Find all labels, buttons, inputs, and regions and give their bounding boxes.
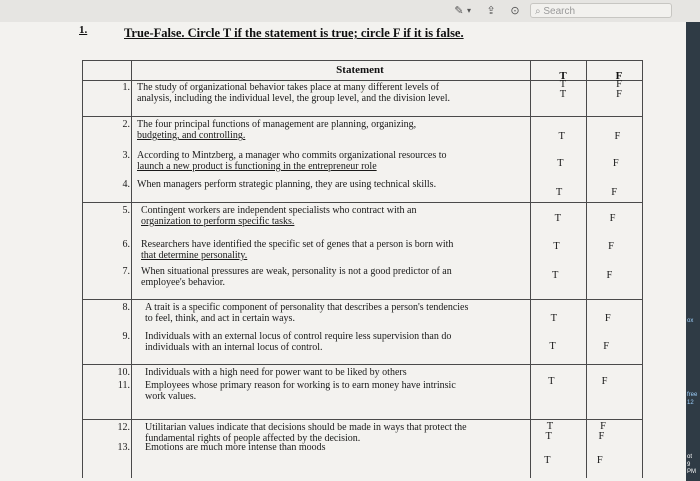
statement-text: Individuals with an external locus of control require less supervision than do bbox=[145, 331, 452, 342]
grid-left-border bbox=[82, 60, 83, 478]
row-number: 7. bbox=[122, 266, 130, 277]
true-option[interactable]: T bbox=[551, 270, 559, 281]
markup-icon[interactable]: ⊙ bbox=[510, 4, 520, 17]
row-separator bbox=[82, 419, 642, 420]
search-placeholder: Search bbox=[543, 6, 576, 17]
pen-icon[interactable]: ✎ bbox=[454, 4, 464, 17]
statement-text: According to Mintzberg, a manager who commits organizational resources to bbox=[137, 150, 447, 161]
column-header-true: T bbox=[559, 70, 567, 82]
false-option[interactable]: F bbox=[614, 131, 621, 142]
strip-text-top: ox bbox=[687, 318, 694, 324]
strip-text-ampm: 9 PM bbox=[687, 462, 696, 475]
row-separator bbox=[82, 116, 642, 117]
statement-text: to feel, think, and act in certain ways. bbox=[145, 313, 295, 324]
statement-text: budgeting, and controlling. bbox=[137, 130, 246, 141]
statement-text: When managers perform strategic planning, they are using technical skills. bbox=[137, 179, 437, 190]
strip-text-time: ot bbox=[687, 454, 693, 460]
row-number: 10. bbox=[117, 367, 130, 378]
statement-text: fundamental rights of people affected by the decision. bbox=[145, 433, 361, 444]
statement-text: Employees whose primary reason for working is to earn money have intrinsic bbox=[145, 380, 456, 391]
statement-text: individuals with an internal locus of control. bbox=[145, 342, 323, 353]
statement-text: When situational pressures are weak, personality is not a good predictor of an bbox=[141, 266, 452, 277]
question-number: 1. bbox=[79, 24, 88, 36]
grid-statement-divider bbox=[530, 60, 531, 478]
false-option[interactable]: F bbox=[598, 431, 605, 442]
grid-right-border bbox=[642, 60, 643, 478]
search-icon: ⌕ bbox=[535, 6, 541, 17]
false-option[interactable]: F bbox=[603, 341, 610, 352]
statement-text: Individuals with a high need for power want to be liked by others bbox=[145, 367, 407, 378]
statement-text: work values. bbox=[145, 391, 197, 402]
statement-text: A trait is a specific component of personality that describes a person's tendencies bbox=[145, 302, 469, 313]
statement-text: Researchers have identified the specific set of genes that a person is born with bbox=[141, 239, 454, 250]
row-number: 9. bbox=[122, 331, 130, 342]
false-option[interactable]: F bbox=[600, 421, 606, 432]
column-header-statement: Statement bbox=[336, 64, 384, 76]
false-option[interactable]: F bbox=[604, 313, 611, 324]
false-option[interactable]: F bbox=[601, 376, 608, 387]
statement-text: organization to perform specific tasks. bbox=[141, 216, 295, 227]
grid-top-border bbox=[82, 60, 642, 61]
statement-text: that determine personality. bbox=[141, 250, 248, 261]
row-number: 12. bbox=[117, 422, 130, 433]
row-number: 2. bbox=[122, 119, 130, 130]
false-option-second[interactable]: F bbox=[616, 89, 622, 100]
row-number: 3. bbox=[122, 150, 130, 161]
true-option[interactable]: T bbox=[553, 241, 560, 252]
strip-text-mid: free bbox=[687, 392, 698, 398]
true-option[interactable]: T bbox=[544, 455, 551, 466]
row-number: 6. bbox=[122, 239, 130, 250]
false-option[interactable]: F bbox=[616, 79, 622, 90]
true-option[interactable]: T bbox=[557, 158, 564, 169]
statement-text: launch a new product is functioning in the entrepreneur role bbox=[137, 161, 377, 172]
row-number: 13. bbox=[117, 442, 130, 453]
share-icon[interactable]: ⇪ bbox=[486, 4, 496, 17]
false-option[interactable]: F bbox=[606, 270, 613, 281]
grid-true-divider bbox=[586, 60, 587, 478]
true-option[interactable]: T bbox=[545, 431, 552, 442]
statement-text: employee's behavior. bbox=[141, 277, 225, 288]
statement-text: Emotions are much more intense than moods bbox=[145, 442, 326, 453]
true-option[interactable]: T bbox=[550, 313, 558, 324]
search-input[interactable] bbox=[530, 3, 672, 18]
true-option[interactable]: T bbox=[549, 341, 556, 352]
row-number: 1. bbox=[122, 82, 130, 93]
true-option[interactable]: T bbox=[559, 79, 567, 90]
grid-number-divider bbox=[131, 60, 132, 478]
false-option[interactable]: F bbox=[609, 213, 616, 224]
true-option-second[interactable]: T bbox=[559, 89, 567, 100]
statement-text: analysis, including the individual level, the group level, and the division level. bbox=[137, 93, 450, 104]
row-number: 8. bbox=[122, 302, 130, 313]
row-separator bbox=[82, 299, 642, 300]
false-option[interactable]: F bbox=[596, 455, 603, 466]
true-option[interactable]: T bbox=[558, 131, 565, 142]
true-option[interactable]: T bbox=[555, 187, 563, 198]
statement-text: The four principal functions of management are planning, organizing, bbox=[137, 119, 417, 130]
true-option[interactable]: T bbox=[554, 213, 561, 224]
question-heading: True-False. Circle T if the statement is true; circle F if it is false. bbox=[124, 26, 464, 40]
false-option[interactable]: F bbox=[608, 241, 614, 252]
viewer-toolbar bbox=[0, 0, 700, 22]
column-header-false: F bbox=[615, 70, 623, 82]
row-separator bbox=[82, 364, 642, 365]
row-number: 5. bbox=[122, 205, 130, 216]
row-separator bbox=[82, 202, 642, 203]
statement-text: Contingent workers are independent specialists who contract with an bbox=[141, 205, 417, 216]
background-window-strip bbox=[686, 22, 700, 481]
false-option[interactable]: F bbox=[611, 187, 618, 198]
row-number: 4. bbox=[122, 179, 130, 190]
row-number: 11. bbox=[117, 380, 130, 391]
statement-text: The study of organizational behavior takes place at many different levels of bbox=[137, 82, 440, 93]
true-option[interactable]: T bbox=[546, 421, 554, 432]
true-option[interactable]: T bbox=[548, 376, 555, 387]
statement-text: Utilitarian values indicate that decisions should be made in ways that protect the bbox=[145, 422, 467, 433]
false-option[interactable]: F bbox=[612, 158, 619, 169]
chevron-down-icon[interactable]: ▾ bbox=[466, 6, 471, 15]
strip-text-mid2: 12 bbox=[687, 400, 694, 406]
